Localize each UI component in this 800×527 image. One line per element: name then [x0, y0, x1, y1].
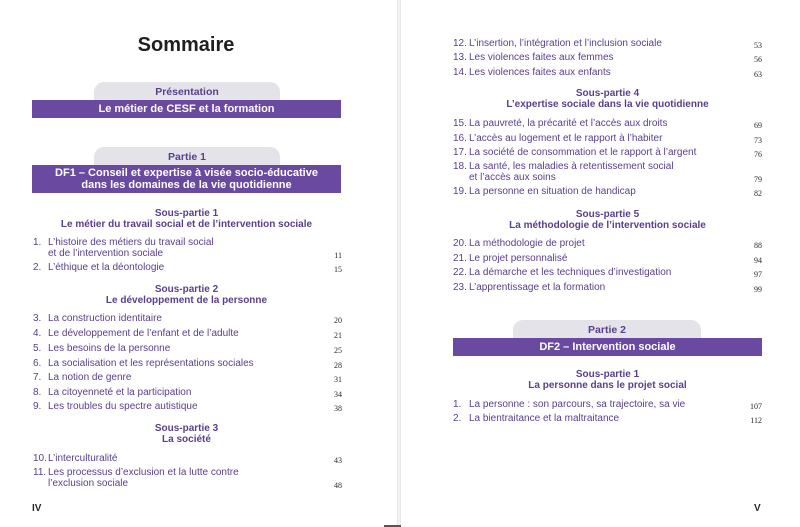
entry-page: 31 [334, 375, 342, 384]
entry-title-line2: et de l’intervention sociale [48, 248, 164, 259]
toc-entry[interactable] [33, 328, 342, 340]
page-title: Sommaire [137, 34, 235, 56]
entry-page: 99 [754, 285, 762, 294]
entry-title: La démarche et les techniques d’investigation [469, 267, 672, 278]
toc-entry[interactable] [33, 358, 342, 370]
toc-entry[interactable] [453, 133, 762, 145]
page-number: IV [32, 503, 42, 514]
entry-number: 23. [453, 282, 467, 293]
entry-title: La personne en situation de handicap [469, 186, 636, 197]
toc-entry[interactable] [453, 186, 762, 198]
entry-number: 11. [33, 467, 47, 478]
toc-entry[interactable] [453, 413, 762, 425]
subpart-title: La personne dans le projet social [528, 380, 687, 391]
entry-number: 15. [453, 118, 467, 129]
entry-title: L’histoire des métiers du travail social [48, 237, 214, 248]
subpart-label: Sous-partie 2 [154, 284, 219, 295]
entry-number: 20. [453, 238, 467, 249]
part1-band-line1: DF1 – Conseil et expertise à visée socio-éducative [55, 167, 318, 179]
toc-entry[interactable] [453, 253, 762, 265]
presentation-band: Le métier de CESF et la formation [32, 100, 341, 118]
entry-number: 17. [453, 147, 467, 158]
entry-title: La construction identitaire [48, 313, 162, 324]
entry-page: 56 [754, 55, 762, 64]
left-page [0, 0, 397, 527]
subpart-title: Le développement de la personne [105, 295, 268, 306]
toc-entry[interactable] [453, 267, 762, 279]
subpart-4-heading [441, 88, 774, 110]
entry-page: 94 [754, 256, 762, 265]
entry-number: 2. [33, 262, 42, 273]
entry-title: Les violences faites aux enfants [469, 67, 611, 78]
entry-title: L’apprentissage et la formation [469, 282, 606, 293]
entry-title: Le projet personnalisé [469, 253, 568, 264]
entry-page: 97 [754, 270, 762, 279]
toc-entry[interactable] [453, 161, 762, 183]
entry-page: 43 [334, 456, 342, 465]
toc-entry[interactable] [33, 453, 342, 465]
entry-page: 34 [334, 390, 342, 399]
entry-title: L’insertion, l’intégration et l’inclusion sociale [469, 38, 662, 49]
entry-page: 20 [334, 316, 342, 325]
entry-title: L’accès au logement et le rapport à l’habiter [469, 133, 663, 144]
entry-page: 48 [334, 481, 342, 490]
subpart-title: L’expertise sociale dans la vie quotidienne [506, 99, 709, 110]
entry-number: 12. [453, 38, 467, 49]
entry-page: 11 [334, 251, 342, 260]
entry-number: 1. [453, 399, 462, 410]
toc-entry[interactable] [33, 372, 342, 384]
toc-entry[interactable] [453, 282, 762, 294]
entry-title: L’éthique et la déontologie [48, 262, 165, 273]
entry-number: 16. [453, 133, 467, 144]
subpart-label: Sous-partie 1 [154, 208, 219, 219]
subpart-label: Sous-partie 3 [154, 423, 219, 434]
entry-page: 38 [334, 404, 342, 413]
entry-title: La notion de genre [48, 372, 132, 383]
toc-entry[interactable] [453, 67, 762, 79]
toc-entry[interactable] [33, 401, 342, 413]
subpart-5-heading [441, 209, 774, 231]
entry-title: Les processus d’exclusion et la lutte contre [48, 467, 239, 478]
entry-page: 21 [334, 331, 342, 340]
toc-entry[interactable] [453, 118, 762, 130]
entry-page: 82 [754, 189, 762, 198]
part1-tab: Partie 1 [94, 147, 280, 167]
entry-number: 4. [33, 328, 42, 339]
toc-entry[interactable] [33, 313, 342, 325]
entry-number: 1. [33, 237, 42, 248]
entry-number: 22. [453, 267, 467, 278]
entry-number: 7. [33, 372, 42, 383]
part1-band-line2: dans les domaines de la vie quotidienne [81, 179, 292, 191]
entry-number: 8. [33, 387, 42, 398]
entry-title: La santé, les maladies à retentissement social [469, 161, 674, 172]
entry-title: La socialisation et les représentations sociales [48, 358, 254, 369]
toc-entry[interactable] [33, 262, 342, 274]
entry-page: 25 [334, 346, 342, 355]
entry-page: 53 [754, 41, 762, 50]
part1-band [32, 165, 341, 193]
subpart-2-heading [20, 284, 353, 306]
subpart-label: Sous-partie 4 [575, 88, 640, 99]
subpart-3-heading [20, 423, 353, 445]
part2-band: DF2 – Intervention sociale [453, 338, 762, 356]
entry-number: 10. [33, 453, 47, 464]
entry-title: La société de consommation et le rapport à l’argent [469, 147, 697, 158]
entry-title: Les violences faites aux femmes [469, 52, 614, 63]
entry-page: 76 [754, 150, 762, 159]
entry-page: 63 [754, 70, 762, 79]
presentation-tab: Présentation [94, 82, 280, 102]
entry-number: 19. [453, 186, 467, 197]
subpart-label: Sous-partie 5 [575, 209, 640, 220]
entry-title: La méthodologie de projet [469, 238, 585, 249]
entry-page: 15 [334, 265, 342, 274]
toc-entry[interactable] [33, 237, 342, 259]
entry-number: 2. [453, 413, 462, 424]
entry-title: La personne : son parcours, sa trajectoire, sa vie [469, 399, 686, 410]
toc-entry[interactable] [453, 399, 762, 411]
entry-number: 6. [33, 358, 42, 369]
entry-number: 3. [33, 313, 42, 324]
entry-title: La citoyenneté et la participation [48, 387, 192, 398]
toc-entry[interactable] [453, 52, 762, 64]
entry-title: Les besoins de la personne [48, 343, 171, 354]
entry-title: L’interculturalité [48, 453, 118, 464]
entry-title: La pauvreté, la précarité et l’accès aux droits [469, 118, 668, 129]
toc-entry[interactable] [453, 38, 762, 50]
toc-entry[interactable] [453, 238, 762, 250]
part2-tab: Partie 2 [513, 320, 701, 340]
subpart-1-heading [20, 208, 353, 230]
entry-number: 13. [453, 52, 467, 63]
entry-page: 73 [754, 136, 762, 145]
toc-entry[interactable] [33, 467, 342, 489]
entry-page: 28 [334, 361, 342, 370]
subpart-title: La société [162, 434, 211, 445]
entry-number: 21. [453, 253, 467, 264]
entry-page: 69 [754, 121, 762, 130]
entry-title: Le développement de l’enfant et de l’adulte [48, 328, 239, 339]
right-page [401, 0, 800, 527]
p2-subpart-1-heading [441, 369, 774, 391]
entry-number: 9. [33, 401, 42, 412]
toc-entry[interactable] [453, 147, 762, 159]
subpart-title: Le métier du travail social et de l’intervention sociale [60, 219, 313, 230]
subpart-title: La méthodologie de l’intervention sociale [509, 220, 706, 231]
entry-title-line2: et l’accès aux soins [469, 172, 556, 183]
entry-page: 88 [754, 241, 762, 250]
page-number: V [754, 503, 761, 514]
entry-number: 5. [33, 343, 42, 354]
entry-title-line2: l’exclusion sociale [48, 478, 129, 489]
entry-page: 79 [754, 175, 762, 184]
entry-page: 112 [750, 416, 762, 425]
entry-title: Les troubles du spectre autistique [48, 401, 198, 412]
entry-number: 18. [453, 161, 467, 172]
subpart-label: Sous-partie 1 [575, 369, 640, 380]
toc-entry[interactable] [33, 343, 342, 355]
entry-number: 14. [453, 67, 467, 78]
entry-page: 107 [750, 402, 762, 411]
entry-title: La bientraitance et la maltraitance [469, 413, 620, 424]
toc-entry[interactable] [33, 387, 342, 399]
